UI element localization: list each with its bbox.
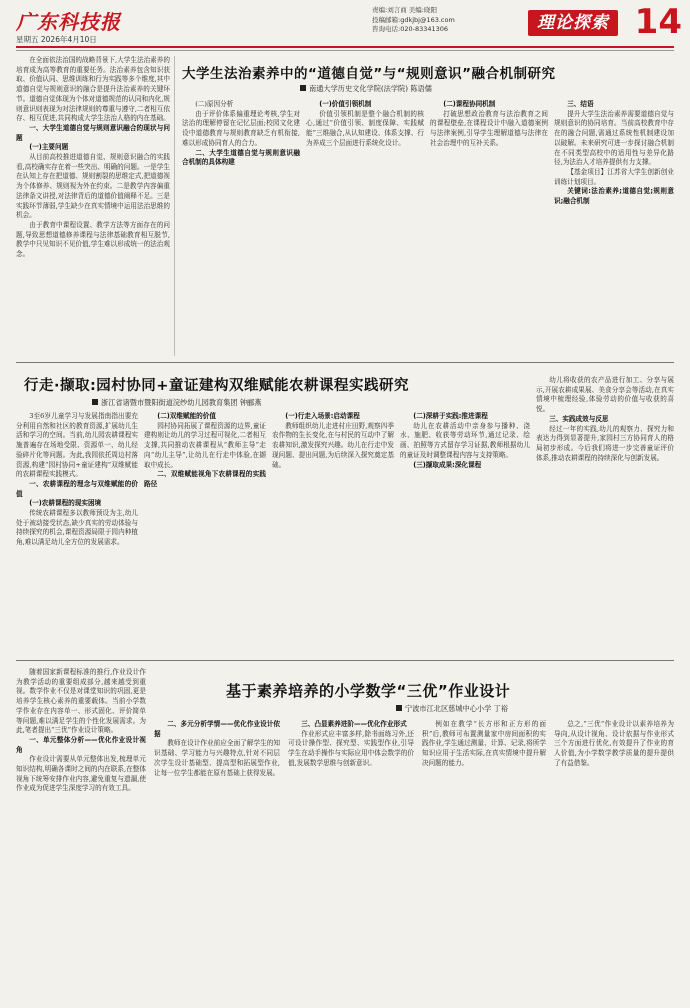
article-3-paragraph: 随着国家新课程标准的推行,作业设计作为教学活动的重要组成部分,越来越受到重视。数学作业不仅是对课堂知识的巩固,更是培养学生核心素养的重要载体。当前小学数学作业存在内容单一、形式固化、评价简单等问题,难以满足学生的个性化发展需求。为此,笔者提出“三优”作业设计策略。 (16, 668, 146, 735)
article-2-column-4 (400, 412, 530, 654)
article-1-column-4 (430, 100, 548, 356)
article-3-column-3 (288, 720, 414, 1002)
page-number: 14 (634, 2, 682, 42)
article-1-paragraph: 在全面依法治国的战略背景下,大学生法治素养的培育成为高等教育的重要任务。法治素养包含知识获取、价值认同、思维训练和行为实践等多个维度,其中道德自觉与规则意识的融合是提升法治素养的关键环节。道德自觉体现为个体对道德规范的认同和内化,规则意识则表现为对法律规则的尊重与遵守,二者相互依存、相互促进,共同构成大学生法治人格的内在基础。 (16, 56, 170, 123)
section-badge: 理论探索 (528, 10, 618, 36)
masthead (0, 0, 690, 52)
article-2-paragraph: 3至6岁儿童学习与发展指南指出要充分利用自然和社区的教育资源,扩展幼儿生活和学习的空间。当前,幼儿园农耕课程实施普遍存在场地受限、资源单一、幼儿经验碎片化等问题。为此,我园依托周边村落资源,构建“园村协同+童证建构”双维赋能的农耕课程实践模式。 (16, 412, 138, 479)
article-2-paragraph: 经过一年的实践,幼儿的观察力、探究力和表达力得到显著提升,家园村三方协同育人的格局初步形成。今后我们将进一步完善童证评价体系,推动农耕课程的持续深化与创新发展。 (536, 424, 674, 462)
article-divider (16, 660, 674, 661)
article-2-subheading: 三、实践成效与反思 (549, 414, 609, 423)
issue-date: 星期五 2026年4月10日 (16, 35, 97, 44)
article-1-subheading: 三、结语 (567, 100, 594, 108)
article-2-column-2 (144, 412, 266, 654)
article-1-subheading: (一)价值引领机制 (319, 100, 372, 108)
article-1-paragraph: 价值引领机制是整个融合机制的核心,通过“价值引领、制度保障、实践赋能”三维融合,从认知建设、体系支撑、行为养成三个层面进行系统化设计。 (306, 109, 424, 147)
article-3-byline-text: 宁波市江北区慈城中心小学 丁裕 (405, 704, 508, 713)
article-3-byline (396, 704, 508, 714)
editor-info (372, 6, 522, 35)
article-2-subheading: (一)行走入场景:启动课程 (285, 412, 360, 420)
article-1-project-note: 【基金项目】江苏省大学生创新创业训练计划项目。 (554, 167, 674, 186)
article-1-column-2 (182, 100, 300, 356)
article-3-subheading: 一、单元整体分析——优化作业设计视角 (16, 735, 146, 754)
article-2-byline (92, 398, 261, 408)
article-2-column-5 (536, 376, 674, 654)
article-2-paragraph: 教师组织幼儿走进村庄田野,观察四季农作物的生长变化,在与村民的互动中了解农耕知识,激发探究兴趣。幼儿在行走中发现问题、提出问题,为后续深入探究奠定基础。 (272, 421, 394, 469)
article-1-paragraph: 提升大学生法治素养需要道德自觉与规则意识的协同培育。当前高校教育中存在的融合问题,需通过系统性机制建设加以破解。未来研究可进一步探讨融合机制在不同类型高校中的适用性与差异化路径,为法治人才培养提供有力支撑。 (554, 109, 674, 167)
article-2-paragraph: 园村协同拓展了课程资源的边界,童证建构则让幼儿的学习过程可视化,二者相互支撑,共同推动农耕课程从“教师主导”走向“幼儿主导”,让幼儿在行走中体验,在撷取中成长。 (144, 421, 266, 469)
article-2-column-1 (16, 412, 138, 654)
article-1-subheading: (一)主要问题 (29, 143, 69, 152)
article-1-paragraph: 由于评价体系偏重理论考核,学生对法治的理解停留在记忆层面;校园文化建设中道德教育与规则教育缺乏有机衔接,难以形成协同育人的合力。 (182, 109, 300, 147)
article-1-paragraph: (二)原因分析 (195, 100, 234, 108)
article-1-byline (300, 84, 432, 94)
article-divider (16, 362, 674, 363)
article-3-subheading: 二、多元分析学情——优化作业设计依据 (154, 720, 280, 738)
article-2-column-3 (272, 412, 394, 654)
article-1-byline-text: 南通大学历史文化学院(法学院) 陈语儒 (309, 84, 432, 93)
article-2-subheading: 二、双维赋能视角下农耕课程的实践路径 (144, 470, 266, 488)
article-3-column-4 (422, 720, 546, 1002)
article-2-byline-text: 浙江省诸暨市暨阳街道浣纱幼儿园教育集团 钟郦燕 (101, 398, 262, 407)
byline-square-icon (92, 399, 98, 405)
article-3-paragraph: 作业形式应丰富多样,除书面练习外,还可设计操作型、探究型、实践型作业,引导学生在动手操作与实际应用中体会数学的价值,发展数学思维与创新意识。 (288, 729, 414, 767)
article-2-subheading: (二)深耕于实践:推进课程 (413, 412, 488, 420)
phone-line: 咨询电话:020-83341306 (372, 25, 449, 33)
article-1-subheading: 一、大学生道德自觉与规则意识融合的现状与问题 (16, 123, 170, 142)
article-3-paragraph: 总之,“三优”作业设计以素养培养为导向,从设计视角、设计依据与作业形式三个方面进行优化,有效提升了作业的育人价值,为小学数学教学质量的提升提供了有益借鉴。 (554, 720, 674, 767)
article-3-paragraph: 例如在教学“长方形和正方形的面积”后,教师可布置测量家中房间面积的实践作业,学生通过测量、计算、记录,将所学知识应用于生活实际,在真实情境中提升解决问题的能力。 (422, 720, 546, 767)
article-3-column-5 (554, 720, 674, 1002)
article-1-keywords: 关键词:法治素养;道德自觉;规则意识;融合机制 (554, 187, 674, 206)
article-2-title: 行走·撷取:园村协同+童证建构双维赋能农耕课程实践研究 (24, 378, 409, 394)
masthead-rule-thin (16, 50, 674, 51)
article-3-title: 基于素养培养的小学数学“三优”作业设计 (226, 682, 511, 700)
masthead-rule (16, 46, 674, 48)
byline-square-icon (300, 85, 306, 91)
article-2-paragraph: 幼儿将收获的农产品进行加工、分享与展示,开展农耕成果展、美食分享会等活动,在真实情境中梳理经验,体验劳动的价值与收获的喜悦。 (536, 376, 674, 414)
article-2-subheading: (一)农耕课程的现实困境 (29, 499, 102, 508)
email-line: 投稿邮箱:gdkjbj@163.com (372, 15, 455, 24)
article-3-paragraph: 作业设计需要从单元整体出发,梳理单元知识结构,明确各课时之间的内在联系,在整体视角下统筹安排作业内容,避免重复与遗漏,使作业成为促进学生深度学习的有效工具。 (16, 755, 146, 793)
article-1-column-5 (554, 100, 674, 356)
article-1-paragraph: 从目前高校推进道德自觉、规则意识融合的实践看,高校确实存在着一些突出、明确的问题。一是学生在认知上存在把道德、规则割裂的思维定式,把道德视为个体修养、规则视为外在约束。二是教学内容偏重法律条文讲授,对法律背后的道德价值阐释不足。三是实践环节薄弱,学生缺少在真实情境中运用法治思维的机会。 (16, 153, 170, 220)
article-3-subheading: 三、凸显素养进阶——优化作业形式 (301, 720, 407, 728)
article-1-title: 大学生法治素养中的“道德自觉”与“规则意识”融合机制研究 (182, 66, 556, 82)
article-2-paragraph: 幼儿在农耕活动中亲身参与播种、浇水、施肥、收获等劳动环节,通过记录、绘画、拍照等方式留存学习证据,教师根据幼儿的童证及时调整课程内容与支持策略。 (400, 421, 530, 459)
article-1-subheading: 二、大学生道德自觉与规则意识融合机制的具体构建 (182, 148, 300, 167)
newspaper-logo: 广东科技报 (16, 10, 121, 34)
article-1-column-1 (16, 56, 170, 356)
article-1-subheading: (二)课程协同机制 (443, 100, 496, 108)
article-3-paragraph: 教师在设计作业前应全面了解学生的知识基础、学习能力与兴趣特点,针对不同层次学生设计基础型、提高型和拓展型作业,让每一位学生都能在原有基础上获得发展。 (154, 739, 280, 777)
article-1-column-3 (306, 100, 424, 356)
article-2-subheading: (三)撷取成果:深化课程 (413, 460, 482, 469)
article-2-paragraph: 传统农耕课程多以教师预设为主,幼儿处于被动接受状态,缺少真实的劳动体验与持续探究的机会,课程资源局限于园内种植角,难以满足幼儿全方位的发展需求。 (16, 509, 138, 547)
editor-line: 责编:刘言商 美编:晓阳 (372, 6, 437, 14)
article-1-paragraph: 打破思想政治教育与法治教育之间的课程壁垒,在课程设计中融入道德案例与法律案例,引导学生理解道德与法律在社会治理中的互补关系。 (430, 109, 548, 147)
article-2-subheading: (二)双维赋能的价值 (157, 412, 216, 420)
article-2-subheading: 一、农耕课程的理念与双维赋能的价值 (16, 479, 138, 498)
column-divider (174, 56, 175, 356)
article-1-paragraph: 由于教育中课程设置、教学方法等方面存在的问题,导致思想道德修养课程与法律基础教育相互脱节,教学中只见知识不见价值,学生难以形成统一的法治观念。 (16, 220, 170, 259)
article-3-column-1 (16, 668, 146, 1002)
byline-square-icon (396, 705, 402, 711)
article-3-column-2 (154, 720, 280, 1002)
